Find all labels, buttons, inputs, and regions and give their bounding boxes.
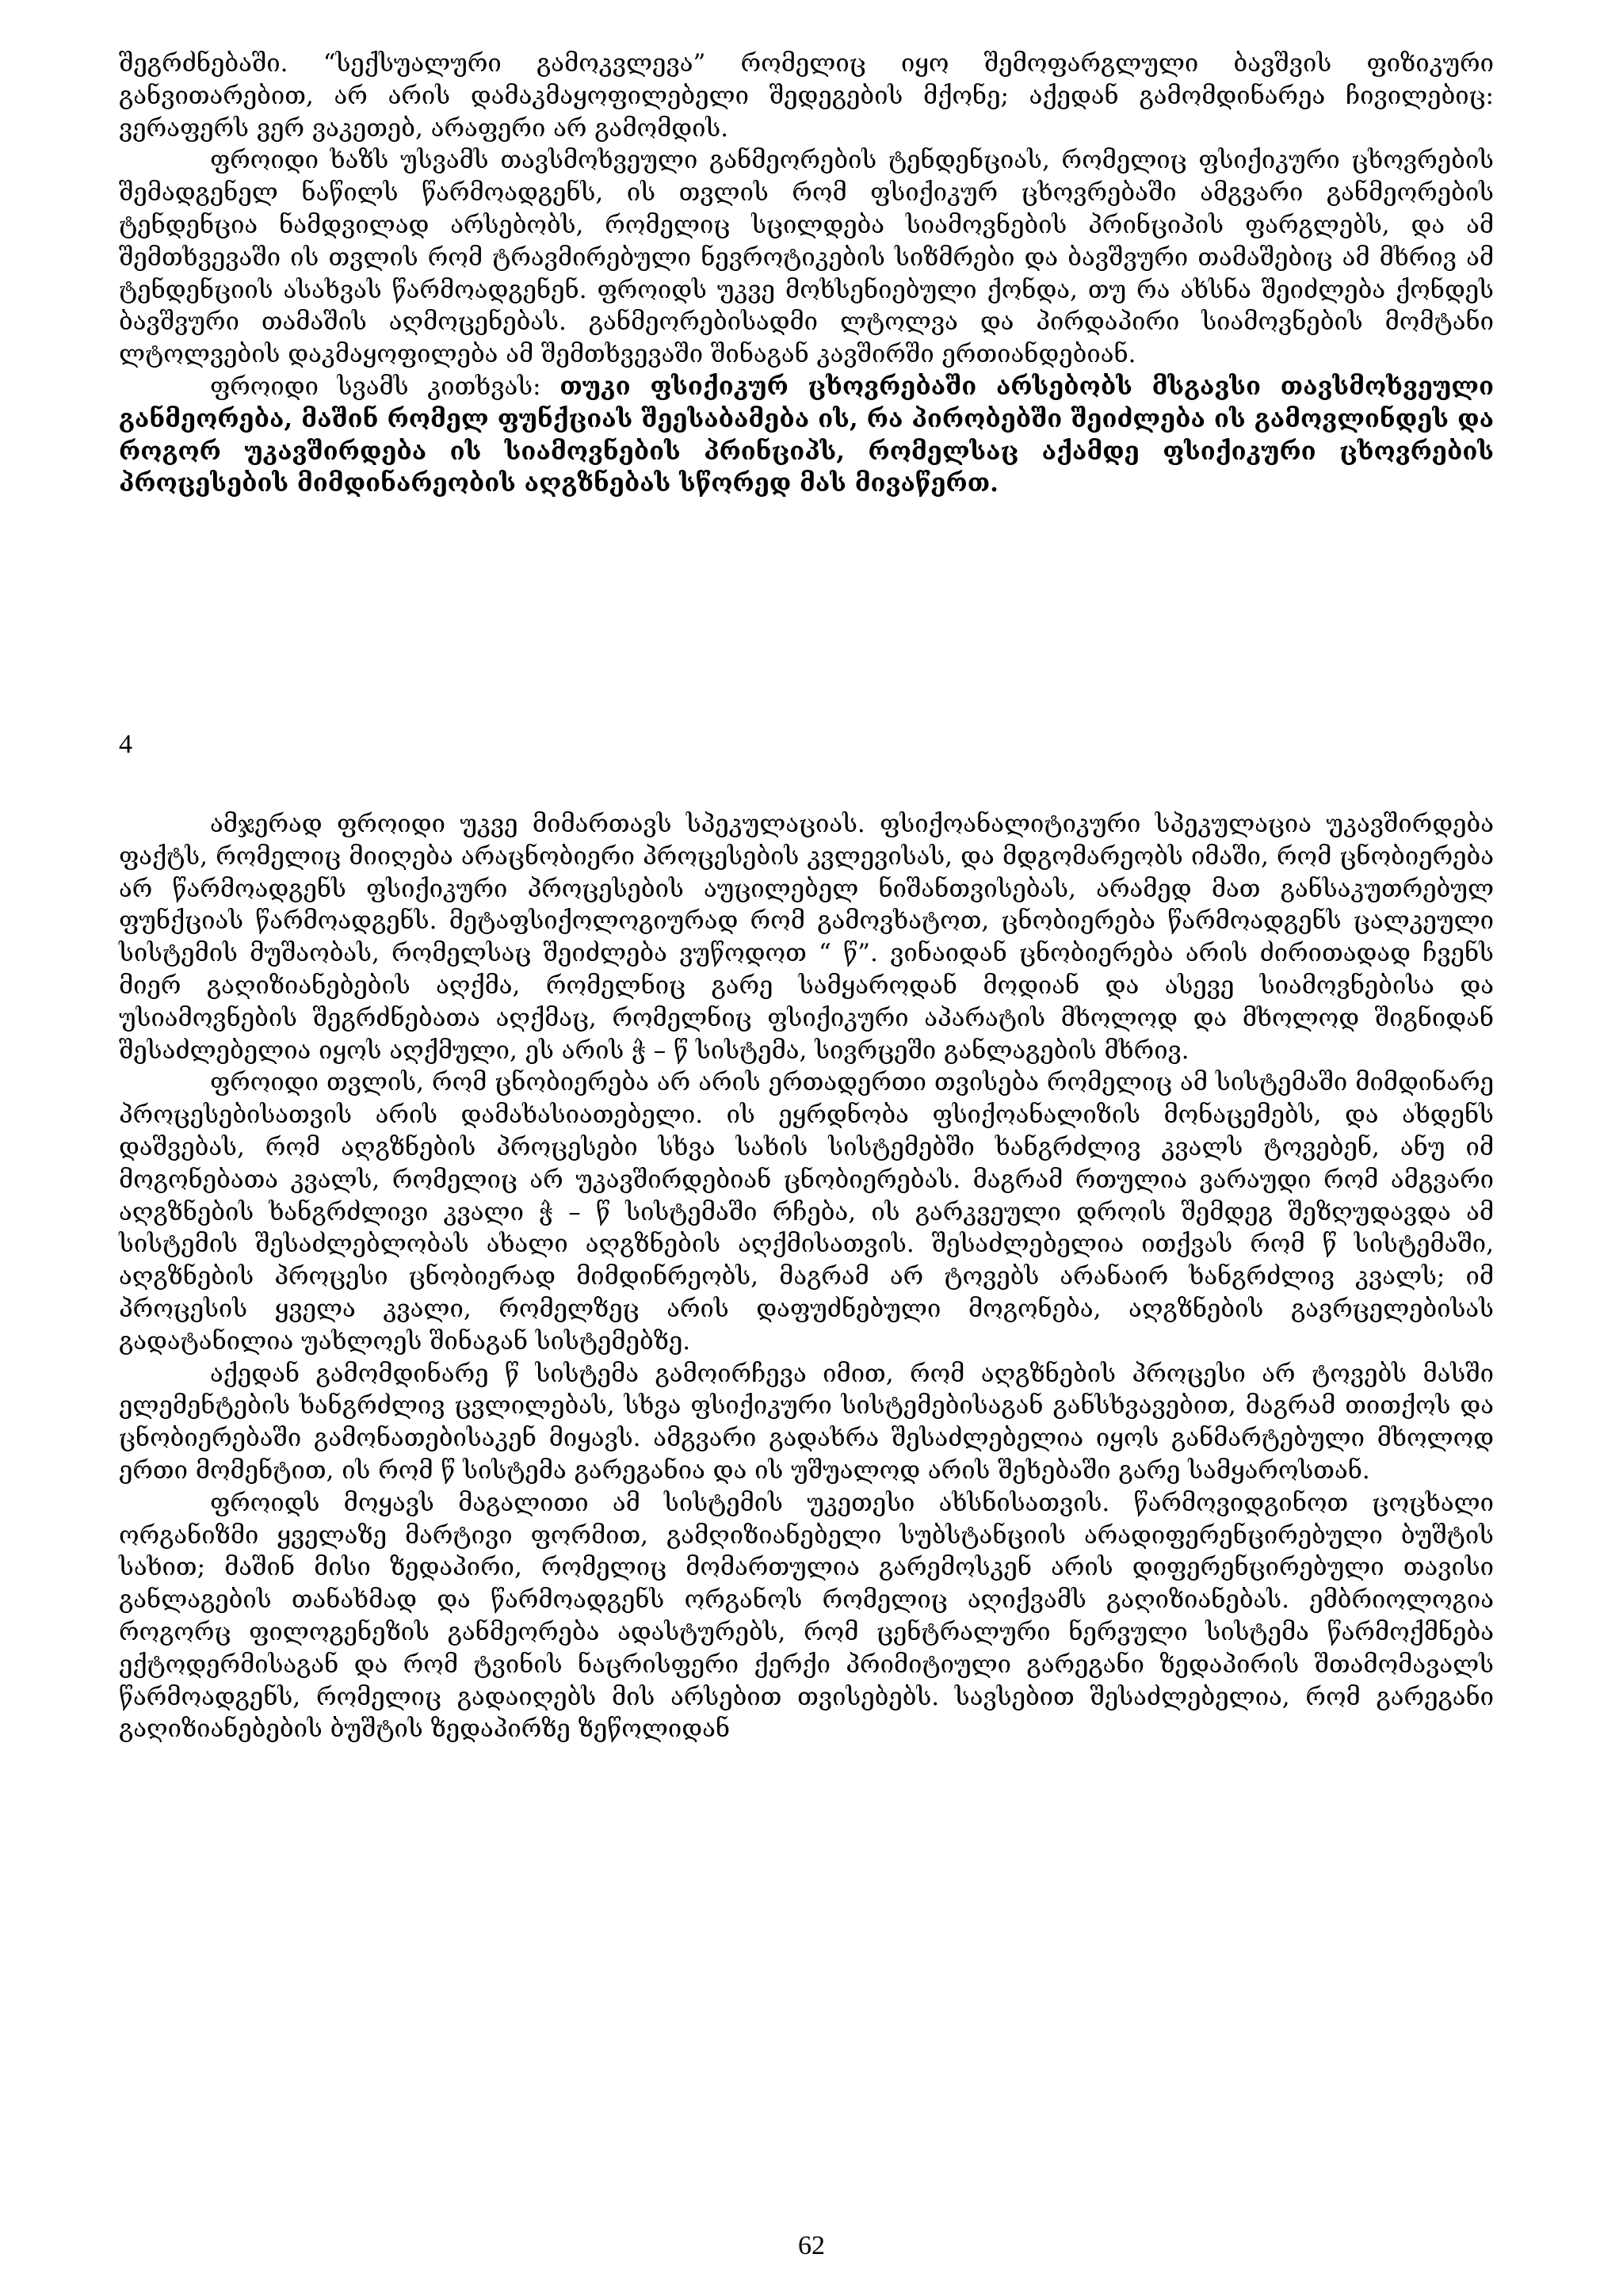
page-number: 62 <box>798 2231 825 2260</box>
text-block-bottom <box>119 808 1494 1745</box>
paragraph: ფროიდი ხაზს უსვამს თავსმოხვეული განმეორების ტენდენციას, რომელიც ფსიქიკური ცხოვრების შემადგენელ ნაწილს წარმოადგენს, ის თვლის რომ ფსიქიკურ ცხოვრებაში ამგვარი განმეორების ტენდენცია ნამდვილად არსებობს, რომელიც სცილდება სიამოვნების პრინციპის ფარგლებს, და ამ შემთხვევაში ის თვლის რომ ტრავმირებული ნევროტიკების სიზმრები და ბავშვური თამაშებიც ამ მხრივ ამ ტენდენციის ასახვას წარმოადგენენ. ფროიდს უკვე მოხსენიებული ქონდა, თუ რა ახსნა შეიძლება ქონდეს ბავშვური თამაშის აღმოცენებას. განმეორებისადმი ლტოლვა და პირდაპირი სიამოვნების მომტანი ლტოლვების დაკმაყოფილება ამ შემთხვევაში შინაგან კავშირში ერთიანდებიან. <box>119 146 1494 369</box>
paragraph: ფროიდი თვლის, რომ ცნობიერება არ არის ერთადერთი თვისება რომელიც ამ სისტემაში მიმდინარე პროცესებისათვის არის დამახასიათებელი. ის ეყრდნობა ფსიქოანალიზის მონაცემებს, და ახდენს დაშვებას, რომ აღგზნების პროცესები სხვა სახის სისტემებში ხანგრძლივ კვალს ტოვებენ, ანუ იმ მოგონებათა კვალს, რომელიც არ უკავშირდებიან ცნობიერებას. მაგრამ რთულია ვარაუდი რომ ამგვარი აღგზნების ხანგრძლივი კვალი ჭ – წ სისტემაში რჩება, ის გარკვეული დროის შემდეგ შეზღუდავდა ამ სისტემის შესაძლებლობას ახალი აღგზნების აღქმისათვის. შესაძლებელია ითქვას რომ წ სისტემაში, აღგზნების პროცესი ცნობიერად მიმდინრეობს, მაგრამ არ ტოვებს არანაირ ხანგრძლივ კვალს; იმ პროცესის ყველა კვალი, რომელზეც არის დაფუძნებული მოგონება, აღგზნების გავრცელებისას გადატანილია უახლოეს შინაგან სისტემებზე. <box>119 1068 1494 1356</box>
text-block-top <box>119 48 1494 500</box>
question-paragraph <box>119 371 1494 500</box>
paragraph: აქედან გამომდინარე წ სისტემა გამოირჩევა იმით, რომ აღგზნების პროცესი არ ტოვებს მასში ელემენტების ხანგრძლივ ცვლილებას, სხვა ფსიქიკური სისტემებისაგან განსხვავებით, მაგრამ თითქოს და ცნობიერებაში გამონათებისაკენ მიყავს. ამგვარი გადახრა შესაძლებელია იყოს განმარტებული მხოლოდ ერთი მომენტით, ის რომ წ სისტემა გარეგანია და ის უშუალოდ არის შეხებაში გარე სამყაროსთან. <box>119 1359 1494 1485</box>
question-bold-text: თუკი ფსიქიკურ ცხოვრებაში არსებობს მსგავსი თავსმოხვეული განმეორება, მაშინ რომელ ფუნქციას შეესაბამება ის, რა პირობებში შეიძლება ის გამოვლინდეს და როგორ უკავშირდება ის სიამოვნების პრინციპს, რომელსაც აქამდე ფსიქიკური ცხოვრების პროცესების მიმდინარეობის აღგზნებას სწორედ მას მივაწერთ. <box>119 372 1494 498</box>
section-number: 4 <box>119 730 132 759</box>
question-intro: ფროიდი სვამს კითხვას: <box>210 372 560 401</box>
paragraph: ფროიდს მოყავს მაგალითი ამ სისტემის უკეთესი ახსნისათვის. წარმოვიდგინოთ ცოცხალი ორგანიზმი ყველაზე მარტივი ფორმით, გამღიზიანებელი სუბსტანციის არადიფერენცირებული ბუშტის სახით; მაშინ მისი ზედაპირი, რომელიც მომართულია გარემოსკენ არის დიფერენცირებული თავისი განლაგების თანახმად და წარმოადგენს ორგანოს რომელიც აღიქვამს გაღიზიანებას. ემბრიოლოგია როგორც ფილოგენეზის განმეორება ადასტურებს, რომ ცენტრალური ნერვული სისტემა წარმოქმნება ექტოდერმისაგან და რომ ტვინის ნაცრისფერი ქერქი პრიმიტიული გარეგანი ზედაპირის შთამომავალს წარმოადგენს, რომელიც გადაიღებს მის არსებით თვისებებს. სავსებით შესაძლებელია, რომ გარეგანი გაღიზიანებების ბუშტის ზედაპირზე ზეწოლიდან <box>119 1488 1494 1744</box>
paragraph: ამჯერად ფროიდი უკვე მიმართავს სპეკულაციას. ფსიქოანალიტიკური სპეკულაცია უკავშირდება ფაქტს, რომელიც მიიღება არაცნობიერი პროცესების კვლევისას, და მდგომარეობს იმაში, რომ ცნობიერება არ წარმოადგენს ფსიქიკური პროცესების აუცილებელ ნიშანთვისებას, არამედ მათ განსაკუთრებულ ფუნქციას წარმოადგენს. მეტაფსიქოლოგიურად რომ გამოვხატოთ, ცნობიერება წარმოადგენს ცალკეული სისტემის მუშაობას, რომელსაც შეიძლება ვუწოდოთ “ წ”. ვინაიდან ცნობიერება არის ძირითადად ჩვენს მიერ გაღიზიანებების აღქმა, რომელნიც გარე სამყაროდან მოდიან და ასევე სიამოვნებისა და უსიამოვნების შეგრძნებათა აღქმაც, რომელნიც ფსიქიკური აპარატის მხოლოდ და მხოლოდ შიგნიდან შესაძლებელია იყოს აღქმული, ეს არის ჭ – წ სისტემა, სივრცეში განლაგების მხრივ. <box>119 810 1494 1065</box>
paragraph: შეგრძნებაში. “სექსუალური გამოკვლევა” რომელიც იყო შემოფარგლული ბავშვის ფიზიკური განვითარებით, არ არის დამაკმაყოფილებელი შედეგების მქონე; აქედან გამომდინარეა ჩივილებიც: ვერაფერს ვერ ვაკეთებ, არაფერი არ გამომდის. <box>119 49 1494 143</box>
